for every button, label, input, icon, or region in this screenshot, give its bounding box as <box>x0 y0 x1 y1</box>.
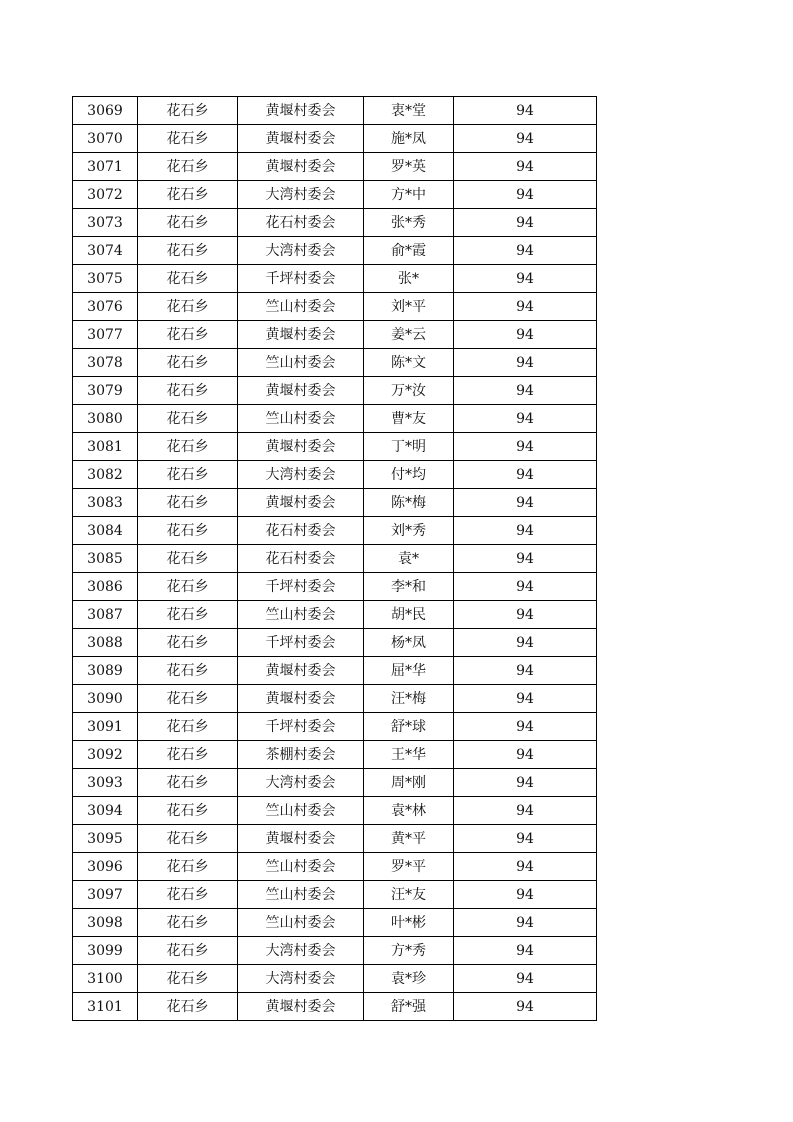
table-row <box>73 517 597 545</box>
row-number-cell: 3092 <box>73 741 138 769</box>
person-name-cell: 方*秀 <box>364 937 454 965</box>
value-cell: 94 <box>454 797 597 825</box>
township-cell: 花石乡 <box>138 937 238 965</box>
table-row <box>73 713 597 741</box>
table-row <box>73 741 597 769</box>
person-name-cell: 陈*梅 <box>364 489 454 517</box>
table-row <box>73 629 597 657</box>
row-number-cell: 3073 <box>73 209 138 237</box>
row-number-cell: 3075 <box>73 265 138 293</box>
village-committee-cell: 竺山村委会 <box>238 601 364 629</box>
value-cell: 94 <box>454 965 597 993</box>
row-number-cell: 3086 <box>73 573 138 601</box>
person-name-cell: 袁*林 <box>364 797 454 825</box>
township-cell: 花石乡 <box>138 461 238 489</box>
township-cell: 花石乡 <box>138 629 238 657</box>
township-cell: 花石乡 <box>138 321 238 349</box>
village-committee-cell: 竺山村委会 <box>238 797 364 825</box>
person-name-cell: 李*和 <box>364 573 454 601</box>
value-cell: 94 <box>454 741 597 769</box>
value-cell: 94 <box>454 349 597 377</box>
row-number-cell: 3095 <box>73 825 138 853</box>
township-cell: 花石乡 <box>138 797 238 825</box>
value-cell: 94 <box>454 685 597 713</box>
village-committee-cell: 千坪村委会 <box>238 629 364 657</box>
township-cell: 花石乡 <box>138 181 238 209</box>
village-committee-cell: 黄堰村委会 <box>238 125 364 153</box>
township-cell: 花石乡 <box>138 601 238 629</box>
person-name-cell: 陈*文 <box>364 349 454 377</box>
person-name-cell: 姜*云 <box>364 321 454 349</box>
table-row <box>73 685 597 713</box>
person-name-cell: 张* <box>364 265 454 293</box>
table-row <box>73 657 597 685</box>
value-cell: 94 <box>454 517 597 545</box>
row-number-cell: 3094 <box>73 797 138 825</box>
person-name-cell: 舒*球 <box>364 713 454 741</box>
person-name-cell: 杨*凤 <box>364 629 454 657</box>
value-cell: 94 <box>454 405 597 433</box>
village-committee-cell: 竺山村委会 <box>238 349 364 377</box>
person-name-cell: 舒*强 <box>364 993 454 1021</box>
township-cell: 花石乡 <box>138 349 238 377</box>
person-name-cell: 施*凤 <box>364 125 454 153</box>
row-number-cell: 3097 <box>73 881 138 909</box>
value-cell: 94 <box>454 265 597 293</box>
table-row <box>73 769 597 797</box>
value-cell: 94 <box>454 377 597 405</box>
row-number-cell: 3101 <box>73 993 138 1021</box>
table-row <box>73 853 597 881</box>
value-cell: 94 <box>454 853 597 881</box>
village-committee-cell: 黄堰村委会 <box>238 321 364 349</box>
value-cell: 94 <box>454 657 597 685</box>
village-committee-cell: 黄堰村委会 <box>238 993 364 1021</box>
table-row <box>73 937 597 965</box>
person-name-cell: 刘*秀 <box>364 517 454 545</box>
person-name-cell: 俞*霞 <box>364 237 454 265</box>
row-number-cell: 3074 <box>73 237 138 265</box>
value-cell: 94 <box>454 937 597 965</box>
township-cell: 花石乡 <box>138 993 238 1021</box>
village-committee-cell: 竺山村委会 <box>238 405 364 433</box>
table-row <box>73 461 597 489</box>
person-name-cell: 袁*珍 <box>364 965 454 993</box>
village-committee-cell: 黄堰村委会 <box>238 825 364 853</box>
township-cell: 花石乡 <box>138 153 238 181</box>
township-cell: 花石乡 <box>138 433 238 461</box>
row-number-cell: 3087 <box>73 601 138 629</box>
value-cell: 94 <box>454 125 597 153</box>
row-number-cell: 3082 <box>73 461 138 489</box>
village-committee-cell: 竺山村委会 <box>238 881 364 909</box>
person-name-cell: 叶*彬 <box>364 909 454 937</box>
village-committee-cell: 花石村委会 <box>238 209 364 237</box>
township-cell: 花石乡 <box>138 657 238 685</box>
table-row <box>73 909 597 937</box>
table-row <box>73 601 597 629</box>
table-row <box>73 293 597 321</box>
row-number-cell: 3099 <box>73 937 138 965</box>
village-committee-cell: 黄堰村委会 <box>238 433 364 461</box>
village-committee-cell: 大湾村委会 <box>238 769 364 797</box>
person-name-cell: 罗*平 <box>364 853 454 881</box>
row-number-cell: 3085 <box>73 545 138 573</box>
value-cell: 94 <box>454 601 597 629</box>
person-name-cell: 刘*平 <box>364 293 454 321</box>
village-committee-cell: 黄堰村委会 <box>238 97 364 125</box>
value-cell: 94 <box>454 153 597 181</box>
value-cell: 94 <box>454 489 597 517</box>
township-cell: 花石乡 <box>138 489 238 517</box>
table-row <box>73 797 597 825</box>
row-number-cell: 3071 <box>73 153 138 181</box>
township-cell: 花石乡 <box>138 965 238 993</box>
village-committee-cell: 大湾村委会 <box>238 181 364 209</box>
row-number-cell: 3093 <box>73 769 138 797</box>
person-name-cell: 曹*友 <box>364 405 454 433</box>
table-row <box>73 433 597 461</box>
village-committee-cell: 大湾村委会 <box>238 237 364 265</box>
table-row <box>73 825 597 853</box>
township-cell: 花石乡 <box>138 713 238 741</box>
row-number-cell: 3096 <box>73 853 138 881</box>
person-name-cell: 周*刚 <box>364 769 454 797</box>
table-row <box>73 125 597 153</box>
township-cell: 花石乡 <box>138 741 238 769</box>
village-committee-cell: 黄堰村委会 <box>238 657 364 685</box>
row-number-cell: 3070 <box>73 125 138 153</box>
village-committee-cell: 大湾村委会 <box>238 937 364 965</box>
village-committee-cell: 千坪村委会 <box>238 713 364 741</box>
village-committee-cell: 竺山村委会 <box>238 909 364 937</box>
township-cell: 花石乡 <box>138 517 238 545</box>
value-cell: 94 <box>454 461 597 489</box>
person-name-cell: 黄*平 <box>364 825 454 853</box>
table-row <box>73 265 597 293</box>
person-name-cell: 方*中 <box>364 181 454 209</box>
village-committee-cell: 黄堰村委会 <box>238 685 364 713</box>
row-number-cell: 3100 <box>73 965 138 993</box>
person-name-cell: 万*汝 <box>364 377 454 405</box>
table-row <box>73 153 597 181</box>
value-cell: 94 <box>454 181 597 209</box>
roster-table <box>72 96 597 1021</box>
township-cell: 花石乡 <box>138 209 238 237</box>
person-name-cell: 罗*英 <box>364 153 454 181</box>
value-cell: 94 <box>454 993 597 1021</box>
row-number-cell: 3089 <box>73 657 138 685</box>
village-committee-cell: 花石村委会 <box>238 517 364 545</box>
township-cell: 花石乡 <box>138 405 238 433</box>
row-number-cell: 3076 <box>73 293 138 321</box>
village-committee-cell: 黄堰村委会 <box>238 377 364 405</box>
village-committee-cell: 竺山村委会 <box>238 853 364 881</box>
township-cell: 花石乡 <box>138 265 238 293</box>
table-row <box>73 405 597 433</box>
person-name-cell: 汪*友 <box>364 881 454 909</box>
value-cell: 94 <box>454 237 597 265</box>
table-row <box>73 181 597 209</box>
village-committee-cell: 竺山村委会 <box>238 293 364 321</box>
village-committee-cell: 黄堰村委会 <box>238 489 364 517</box>
person-name-cell: 王*华 <box>364 741 454 769</box>
row-number-cell: 3090 <box>73 685 138 713</box>
row-number-cell: 3084 <box>73 517 138 545</box>
person-name-cell: 屈*华 <box>364 657 454 685</box>
township-cell: 花石乡 <box>138 97 238 125</box>
value-cell: 94 <box>454 545 597 573</box>
value-cell: 94 <box>454 573 597 601</box>
person-name-cell: 张*秀 <box>364 209 454 237</box>
township-cell: 花石乡 <box>138 377 238 405</box>
row-number-cell: 3080 <box>73 405 138 433</box>
person-name-cell: 付*均 <box>364 461 454 489</box>
row-number-cell: 3079 <box>73 377 138 405</box>
row-number-cell: 3078 <box>73 349 138 377</box>
table-row <box>73 965 597 993</box>
person-name-cell: 胡*民 <box>364 601 454 629</box>
table-row <box>73 993 597 1021</box>
value-cell: 94 <box>454 881 597 909</box>
value-cell: 94 <box>454 825 597 853</box>
village-committee-cell: 大湾村委会 <box>238 461 364 489</box>
table-row <box>73 545 597 573</box>
person-name-cell: 袁* <box>364 545 454 573</box>
village-committee-cell: 大湾村委会 <box>238 965 364 993</box>
township-cell: 花石乡 <box>138 881 238 909</box>
roster-table-body <box>73 97 597 1021</box>
table-row <box>73 237 597 265</box>
township-cell: 花石乡 <box>138 909 238 937</box>
village-committee-cell: 千坪村委会 <box>238 265 364 293</box>
row-number-cell: 3083 <box>73 489 138 517</box>
value-cell: 94 <box>454 629 597 657</box>
table-row <box>73 573 597 601</box>
table-row <box>73 489 597 517</box>
value-cell: 94 <box>454 713 597 741</box>
person-name-cell: 汪*梅 <box>364 685 454 713</box>
township-cell: 花石乡 <box>138 853 238 881</box>
row-number-cell: 3072 <box>73 181 138 209</box>
row-number-cell: 3077 <box>73 321 138 349</box>
person-name-cell: 丁*明 <box>364 433 454 461</box>
row-number-cell: 3069 <box>73 97 138 125</box>
person-name-cell: 衷*堂 <box>364 97 454 125</box>
value-cell: 94 <box>454 909 597 937</box>
township-cell: 花石乡 <box>138 125 238 153</box>
table-row <box>73 209 597 237</box>
value-cell: 94 <box>454 433 597 461</box>
row-number-cell: 3088 <box>73 629 138 657</box>
value-cell: 94 <box>454 321 597 349</box>
value-cell: 94 <box>454 97 597 125</box>
table-row <box>73 321 597 349</box>
value-cell: 94 <box>454 209 597 237</box>
township-cell: 花石乡 <box>138 237 238 265</box>
township-cell: 花石乡 <box>138 685 238 713</box>
row-number-cell: 3098 <box>73 909 138 937</box>
table-row <box>73 881 597 909</box>
village-committee-cell: 黄堰村委会 <box>238 153 364 181</box>
township-cell: 花石乡 <box>138 769 238 797</box>
value-cell: 94 <box>454 769 597 797</box>
table-row <box>73 349 597 377</box>
value-cell: 94 <box>454 293 597 321</box>
village-committee-cell: 花石村委会 <box>238 545 364 573</box>
row-number-cell: 3081 <box>73 433 138 461</box>
village-committee-cell: 千坪村委会 <box>238 573 364 601</box>
table-row <box>73 97 597 125</box>
township-cell: 花石乡 <box>138 825 238 853</box>
row-number-cell: 3091 <box>73 713 138 741</box>
table-row <box>73 377 597 405</box>
village-committee-cell: 茶棚村委会 <box>238 741 364 769</box>
township-cell: 花石乡 <box>138 573 238 601</box>
township-cell: 花石乡 <box>138 293 238 321</box>
township-cell: 花石乡 <box>138 545 238 573</box>
